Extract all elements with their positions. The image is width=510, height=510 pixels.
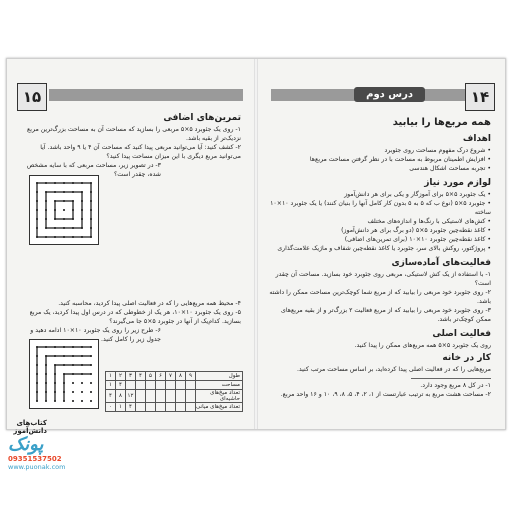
table-row — [106, 381, 243, 390]
exercise-6: ۶- طرح زیر را روی یک جئوبرد ۱۰×۱۰ ادامه دهید و جدول زیر را کامل کنید. — [30, 327, 161, 343]
geoboard-peg — [45, 227, 47, 229]
geoboard-peg — [54, 373, 56, 375]
table-cell — [176, 381, 186, 390]
table-cell — [166, 381, 176, 390]
geoboard-peg — [36, 355, 38, 357]
geoboard-peg — [72, 391, 74, 393]
geoboard-peg — [45, 200, 47, 202]
exercise-5: ۵- روی یک جئوبرد ۱۰×۱۰، هر یک از خطوطی که در درس اول پیدا کردید، یک مربع بسازید. کدام‌یک از آنها در جئوبرد ۵×۵ جا می‌گیرند؟ — [29, 309, 241, 325]
geoboard-peg — [36, 200, 38, 202]
geoboard-peg — [63, 382, 65, 384]
geoboard-peg — [90, 355, 92, 357]
geoboard-peg — [45, 382, 47, 384]
geoboard-peg — [90, 218, 92, 220]
needs-heading: لوازم مورد نیاز — [424, 178, 491, 188]
table-cell: ۴ — [126, 403, 136, 412]
geoboard-peg — [36, 364, 38, 366]
table-cell — [156, 381, 166, 390]
footnote-2: ۲- مساحت هشت مربع به ترتیب عبارتست از ۱، ۲، ۴، ۵، ۸، ۹، ۱۰ و ۱۶ واحد مربع. — [280, 391, 491, 398]
geoboard-peg — [90, 391, 92, 393]
geoboard-peg — [45, 182, 47, 184]
geoboard-peg — [81, 218, 83, 220]
geoboard-peg — [72, 191, 74, 193]
geoboard-peg — [81, 355, 83, 357]
homework-heading: کار در خانه — [442, 353, 491, 363]
table-cell: ۱ — [116, 403, 126, 412]
geoboard-peg — [72, 382, 74, 384]
lesson-label: درس دوم — [354, 87, 425, 102]
left-page — [7, 59, 255, 435]
geoboard-peg — [72, 355, 74, 357]
prep-list — [269, 270, 491, 324]
geoboard-shaded-square — [29, 175, 99, 245]
table-cell: ۷ — [166, 372, 176, 381]
geoboard-peg — [63, 218, 65, 220]
table-cell: ۶ — [156, 372, 166, 381]
store-phone: 09351537502 — [8, 455, 62, 463]
table-cell — [156, 403, 166, 412]
table-cell: ۵ — [146, 372, 156, 381]
geoboard-peg — [63, 355, 65, 357]
table-cell — [176, 403, 186, 412]
table-cell: ۳ — [126, 372, 136, 381]
need-item: • یک جئوبرد ۵×۵ برای آموزگار و یکی برای هر دانش‌آموز — [344, 191, 491, 198]
geoboard-peg — [36, 382, 38, 384]
geoboard-peg — [81, 209, 83, 211]
need-item: • کاغذ نقطه‌چین جئوبرد ۱۰×۱۰ (برای تمرین‌های اضافی) — [344, 236, 491, 243]
extra-exercises-title: تمرین‌های اضافی — [163, 113, 241, 123]
geoboard-peg — [81, 200, 83, 202]
need-item: • کاغذ نقطه‌چین جئوبرد ۵×۵ (دو برگ برای هر دانش‌آموز) — [341, 227, 491, 234]
geoboard-peg — [90, 364, 92, 366]
geoboard-peg — [72, 346, 74, 348]
geoboard-peg — [36, 346, 38, 348]
geoboard-peg — [45, 364, 47, 366]
exercise-2: ۲- کشف کنید: آیا می‌توانید مربعی پیدا کنید که مساحت آن ۴ یا ۹ واحد باشد. آیا می‌توانید مربع دیگری با این میزان مساحت پیدا کنید؟ — [40, 144, 241, 160]
geoboard-peg — [36, 182, 38, 184]
geoboard-peg — [36, 400, 38, 402]
need-item: • جئوبرد ۵×۵ (نوع ب که ۵ به ۵ بدون کار کامل آنها را بنیان کنند) یا یک جئوبرد ۱۰×۱۰ ساخته — [270, 200, 491, 216]
geoboard-peg — [36, 191, 38, 193]
geoboard-peg — [72, 200, 74, 202]
table-cell — [136, 381, 146, 390]
needs-list — [269, 190, 491, 253]
geoboard-peg — [72, 364, 74, 366]
page-number-left: ۱۵ — [17, 83, 47, 111]
geoboard-peg — [45, 400, 47, 402]
exercises-block-top — [23, 111, 241, 179]
geoboard-peg — [54, 182, 56, 184]
geoboard-peg — [63, 227, 65, 229]
header-band-left — [49, 89, 243, 101]
goals-heading: اهداف — [462, 134, 491, 144]
geoboard-peg — [54, 364, 56, 366]
geoboard-peg — [90, 373, 92, 375]
pattern-table — [105, 371, 243, 412]
table-row-label: مساحت — [196, 381, 243, 390]
publisher-mark: کتاب‌های دانش‌آموز — [13, 419, 47, 435]
goal-item: • افزایش اطمینان مربوط به مساحت با در نظر گرفتن مساحت مربع‌ها — [309, 156, 491, 163]
geoboard-peg — [45, 355, 47, 357]
geoboard-peg — [36, 209, 38, 211]
goal-item: • تجربه مساحت اشکال هندسی — [409, 165, 491, 172]
geoboard-peg — [54, 346, 56, 348]
geoboard-peg — [63, 236, 65, 238]
geoboard-peg — [90, 382, 92, 384]
geoboard-pattern — [29, 339, 99, 409]
geoboard-peg — [36, 391, 38, 393]
geoboard-peg — [54, 382, 56, 384]
main-activity-text: روی یک جئوبرد ۵×۵ همه مربع‌های ممکن را پیدا کنید. — [354, 342, 491, 349]
geoboard-peg — [54, 391, 56, 393]
prep-item: ۳- روی جئوبرد خود مربعی را بیابید که از مربع فعالیت ۲ بزرگ‌تر و از بقیه مربع‌های ممکن کوچک‌تر باشد. — [281, 307, 491, 323]
geoboard-peg — [90, 227, 92, 229]
geoboard-peg — [63, 391, 65, 393]
geoboard-peg — [45, 209, 47, 211]
geoboard-peg — [45, 346, 47, 348]
geoboard-peg — [45, 373, 47, 375]
footnote-1: ۱- در کل ۸ مربع وجود دارد. — [420, 382, 491, 389]
table-row-label: تعداد میخ‌های حاشیه‌ای — [196, 390, 243, 403]
table-cell — [166, 390, 176, 403]
geoboard-peg — [54, 191, 56, 193]
table-cell: ۴ — [116, 381, 126, 390]
geoboard-peg — [72, 182, 74, 184]
geoboard-peg — [81, 400, 83, 402]
geoboard-peg — [45, 191, 47, 193]
table-cell: ۹ — [186, 372, 196, 381]
geoboard-peg — [63, 373, 65, 375]
geoboard-peg — [90, 191, 92, 193]
geoboard-peg — [54, 218, 56, 220]
geoboard-peg — [54, 227, 56, 229]
geoboard-peg — [90, 209, 92, 211]
geoboard-peg — [72, 236, 74, 238]
geoboard-peg — [54, 236, 56, 238]
table-cell — [186, 390, 196, 403]
geoboard-peg — [90, 346, 92, 348]
table-row — [106, 403, 243, 412]
exercise-1: ۱- روی یک جئوبرد ۵×۵ مربعی را بسازید که مساحت آن به مساحت بزرگ‌ترین مربع نزدیک‌تر از بقیه باشد. — [27, 126, 241, 142]
geoboard-peg — [63, 191, 65, 193]
table-row-label: طول — [196, 372, 243, 381]
store-website: www.puonak.com — [8, 463, 66, 471]
table-cell: ۱ — [106, 381, 116, 390]
geoboard-peg — [63, 200, 65, 202]
exercise-3: ۳- در تصویر زیر، مساحت مربعی که با سایه مشخص شده، چقدر است؟ — [26, 162, 161, 178]
geoboard-peg — [36, 236, 38, 238]
table-cell — [156, 390, 166, 403]
table-row — [106, 372, 243, 381]
table-cell — [166, 403, 176, 412]
table-cell — [126, 381, 136, 390]
geoboard-peg — [54, 200, 56, 202]
table-cell: ۸ — [176, 372, 186, 381]
goals-list — [269, 146, 491, 173]
geoboard-peg — [63, 346, 65, 348]
geoboard-peg — [54, 400, 56, 402]
prep-item: ۲- روی جئوبرد خود مربعی را بیابید که از مربع شما کوچک‌ترین مساحت ممکن را داشته باشد. — [269, 289, 491, 305]
geoboard-peg — [45, 218, 47, 220]
table-row-label: تعداد میخ‌های میانی — [196, 403, 243, 412]
store-watermark — [8, 434, 74, 494]
geoboard-peg — [90, 400, 92, 402]
geoboard-peg — [81, 382, 83, 384]
geoboard-peg — [81, 182, 83, 184]
table-cell: ۸ — [116, 390, 126, 403]
open-book — [6, 58, 506, 435]
table-cell — [136, 403, 146, 412]
geoboard-peg — [45, 391, 47, 393]
store-logo-word: پونک — [8, 434, 44, 455]
geoboard-peg — [81, 373, 83, 375]
table-cell: ۱ — [106, 372, 116, 381]
table-cell — [146, 403, 156, 412]
geoboard-peg — [72, 400, 74, 402]
table-cell — [146, 381, 156, 390]
table-cell — [146, 390, 156, 403]
geoboard-peg — [36, 373, 38, 375]
geoboard-peg — [36, 227, 38, 229]
table-cell — [186, 403, 196, 412]
geoboard-peg — [90, 200, 92, 202]
geoboard-peg — [81, 227, 83, 229]
geoboard-peg — [90, 236, 92, 238]
footnote-divider — [411, 378, 491, 379]
page-number-right: ۱۴ — [465, 83, 495, 111]
geoboard-peg — [63, 400, 65, 402]
table-cell — [186, 381, 196, 390]
geoboard-peg — [81, 364, 83, 366]
need-item: • کش‌های لاستیکی با رنگ‌ها و اندازه‌های مختلف — [367, 218, 491, 225]
geoboard-peg — [72, 373, 74, 375]
table-cell: ۰ — [106, 403, 116, 412]
geoboard-peg — [72, 227, 74, 229]
exercises-block-bottom — [23, 299, 241, 344]
geoboard-peg — [63, 182, 65, 184]
right-page — [257, 59, 505, 429]
need-item: • پروژکتور، روکش بالای سر، جئوبرد یا کاغذ نقطه‌چین شفاف و ماژیک علامت‌گذاری — [277, 245, 491, 252]
table-cell: ۴ — [106, 390, 116, 403]
geoboard-peg — [63, 364, 65, 366]
goal-item: • شروع درک مفهوم مساحت روی جئوبرد — [384, 147, 491, 154]
lesson-content — [269, 115, 491, 399]
prep-item: ۱- با استفاده از یک کش لاستیکی، مربعی روی جئوبرد خود بسازید. مساحت آن چقدر است؟ — [275, 271, 491, 287]
table-cell: ۲ — [116, 372, 126, 381]
geoboard-peg — [54, 209, 56, 211]
table-cell: ۱۲ — [126, 390, 136, 403]
table-cell: ۴ — [136, 372, 146, 381]
geoboard-peg — [72, 209, 74, 211]
geoboard-peg — [63, 209, 65, 211]
exercise-4: ۴- محیط همه مربع‌هایی را که در فعالیت اصلی پیدا کردید، محاسبه کنید. — [58, 300, 241, 307]
geoboard-peg — [81, 346, 83, 348]
table-row — [106, 390, 243, 403]
homework-text: مربع‌هایی را که در فعالیت اصلی پیدا کرده‌اید، بر اساس مساحت مرتب کنید. — [296, 366, 491, 373]
table-cell — [136, 390, 146, 403]
geoboard-peg — [90, 182, 92, 184]
table-cell — [176, 390, 186, 403]
geoboard-peg — [72, 218, 74, 220]
geoboard-peg — [45, 236, 47, 238]
geoboard-peg — [81, 236, 83, 238]
geoboard-peg — [81, 391, 83, 393]
lesson-title: همه مربع‌ها را بیابید — [392, 117, 491, 128]
main-activity-heading: فعالیت اصلی — [432, 329, 491, 339]
prep-heading: فعالیت‌های آماده‌سازی — [391, 258, 491, 268]
geoboard-peg — [54, 355, 56, 357]
geoboard-peg — [81, 191, 83, 193]
geoboard-peg — [36, 218, 38, 220]
